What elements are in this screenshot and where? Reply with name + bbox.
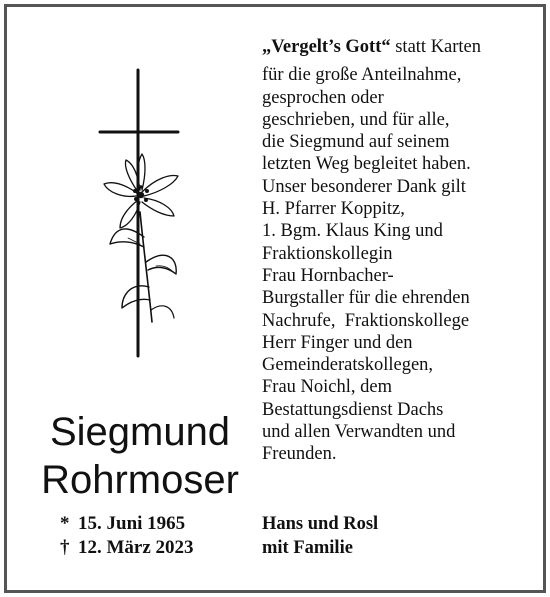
thanks-line: H. Pfarrer Koppitz, — [262, 199, 405, 220]
signature-line-1: Hans und Rosl — [262, 514, 379, 534]
thanks-line: 1. Bgm. Klaus King und — [262, 221, 443, 242]
thanks-line: die Siegmund auf seinem — [262, 132, 450, 153]
thanks-line: letzten Weg begleitet haben. — [262, 154, 471, 175]
thanks-line: gesprochen oder — [262, 87, 384, 108]
thanks-line: Freunden. — [262, 444, 337, 465]
birth-date: 15. Juni 1965 — [78, 513, 186, 534]
thanks-line: Bestattungsdienst Dachs — [262, 399, 444, 420]
thanks-headline-quote: „Vergelt’s Gott“ — [262, 37, 391, 57]
life-dates — [60, 512, 260, 560]
signature — [262, 512, 522, 560]
thanks-line: Unser besonderer Dank gilt — [262, 176, 466, 197]
signature-line-2: mit Familie — [262, 538, 353, 558]
thanks-headline — [262, 36, 522, 58]
cross-with-edelweiss-icon — [92, 62, 192, 362]
thanks-headline-rest: statt Karten — [395, 37, 482, 57]
death-date: 12. März 2023 — [78, 537, 194, 558]
thanks-line: Frau Noichl, dem — [262, 377, 392, 398]
thanks-line: und allen Verwandten und — [262, 422, 456, 443]
thanks-line: geschrieben, und für alle, — [262, 109, 450, 130]
thanks-line: Herr Finger und den — [262, 332, 413, 353]
birth-date-row — [60, 512, 260, 536]
birth-star-icon: * — [60, 513, 70, 534]
death-date-row — [60, 536, 260, 560]
death-cross-icon: † — [60, 537, 70, 558]
thanks-line: Nachrufe, Fraktionskollege — [262, 310, 470, 331]
thanks-line: Fraktionskollegin — [262, 243, 393, 264]
thanks-line: Gemeinderatskollegen, — [262, 355, 434, 376]
thanks-line: Burgstaller für die ehrenden — [262, 288, 470, 309]
thanks-text — [262, 36, 522, 466]
thanks-line: Frau Hornbacher- — [262, 265, 394, 286]
deceased-first-name: Siegmund — [49, 410, 231, 454]
deceased-last-name: Rohrmoser — [41, 458, 239, 502]
thanks-line: für die große Anteilnahme, — [262, 65, 462, 86]
